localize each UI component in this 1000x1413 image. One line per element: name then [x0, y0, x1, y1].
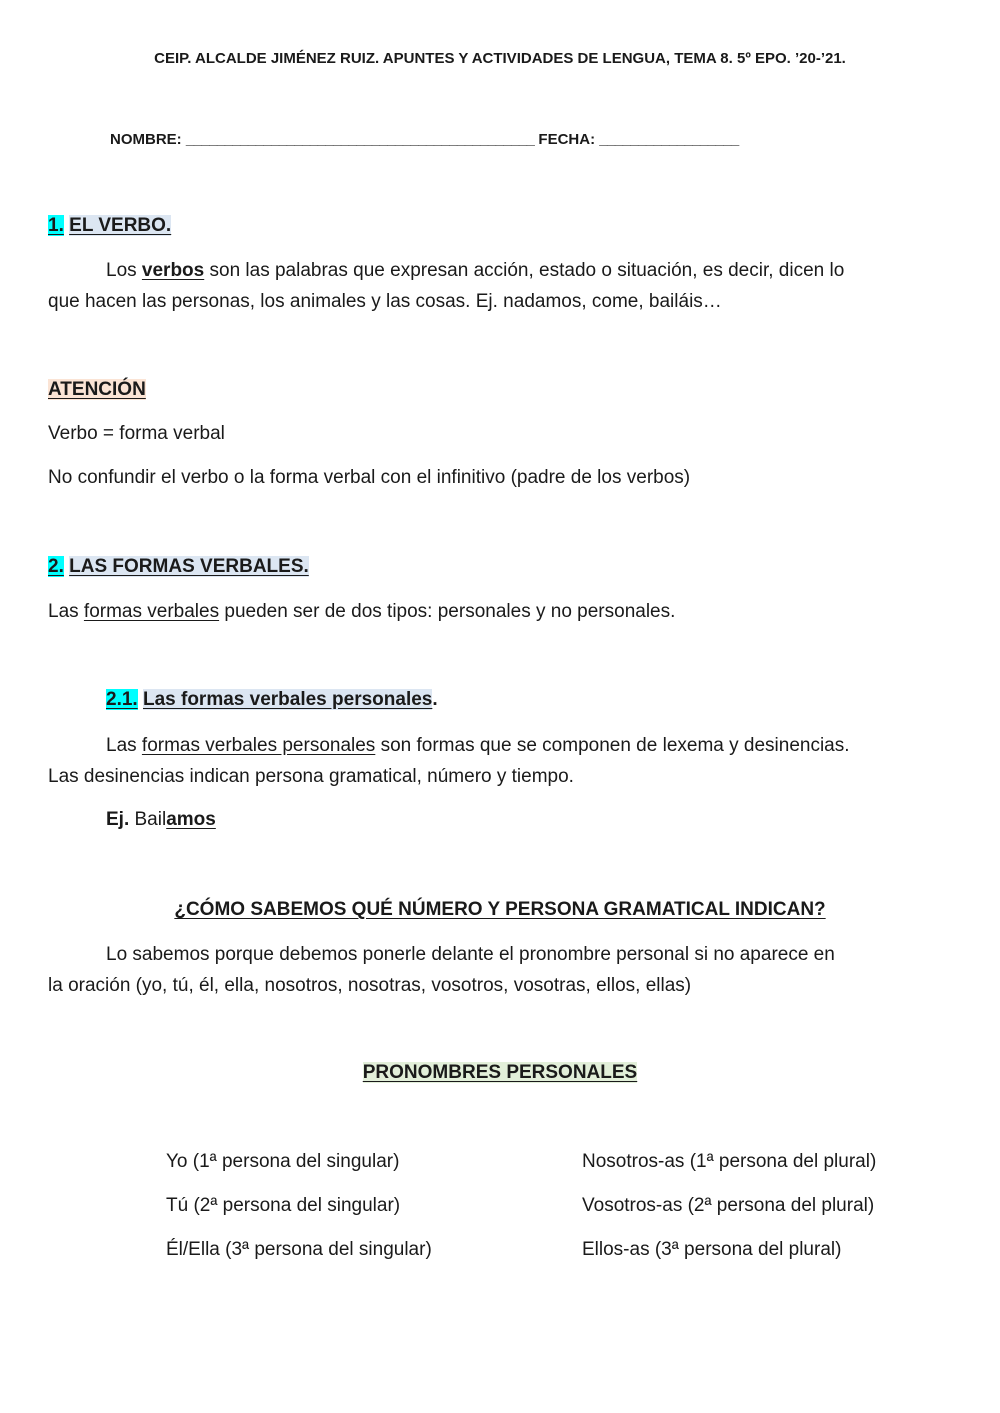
section-1-paragraph: Los verbos son las palabras que expresan acción, estado o situación, es decir, dicen lo que hacen las personas, los animales y las cosas. Ej. nadamos, come, bailáis…	[48, 260, 845, 312]
formas-verbales-keyword: formas verbales	[83, 601, 220, 622]
pronoun-plural-3: Ellos-as (3ª persona del plural)	[582, 1239, 842, 1260]
example-label: Ej.	[106, 809, 130, 830]
nombre-label: NOMBRE:	[110, 131, 182, 148]
pronoun-plural-2: Vosotros-as (2ª persona del plural)	[582, 1195, 875, 1216]
pronoun-singular-3: Él/Ella (3ª persona del singular)	[166, 1239, 432, 1260]
section-1-number: 1.	[48, 215, 64, 236]
section-2-1-heading: 2.1. Las formas verbales personales.	[106, 689, 438, 710]
pronombres-heading: PRONOMBRES PERSONALES	[362, 1062, 638, 1083]
example-line	[106, 809, 216, 831]
document-header: CEIP. ALCALDE JIMÉNEZ RUIZ. APUNTES Y ACTIVIDADES DE LENGUA, TEMA 8. 5º EPO. ’20-’21.	[154, 50, 846, 67]
name-date-line	[110, 131, 739, 148]
section-2-heading	[48, 556, 309, 578]
fecha-blank[interactable]: __________________	[599, 131, 739, 148]
pronoun-singular-1: Yo (1ª persona del singular)	[166, 1151, 400, 1172]
section-1-title: EL VERBO.	[69, 215, 172, 236]
example-ending: amos	[166, 809, 216, 830]
pronoun-singular-2: Tú (2ª persona del singular)	[166, 1195, 401, 1216]
pronoun-plural-1: Nosotros-as (1ª persona del plural)	[582, 1151, 877, 1172]
section-2-number: 2.	[48, 556, 64, 577]
atencion-line-1: Verbo = forma verbal	[48, 423, 225, 444]
question-heading: ¿CÓMO SABEMOS QUÉ NÚMERO Y PERSONA GRAMATICAL INDICAN?	[174, 899, 826, 920]
section-2-1-number: 2.1.	[106, 689, 138, 710]
question-paragraph: Lo sabemos porque debemos ponerle delante el pronombre personal si no aparece en la oración (yo, tú, él, ella, nosotros, nosotras, vosotros, vosotras, ellos, ellas)	[48, 944, 835, 996]
atencion-line-2: No confundir el verbo o la forma verbal con el infinitivo (padre de los verbos)	[48, 467, 691, 488]
section-2-paragraph: Las formas verbales pueden ser de dos tipos: personales y no personales.	[48, 601, 676, 622]
fecha-label: FECHA:	[538, 131, 596, 148]
section-2-1-title: Las formas verbales personales	[142, 689, 433, 710]
formas-verbales-personales-keyword: formas verbales personales	[141, 735, 376, 756]
section-2-1-paragraph: Las formas verbales personales son formas que se componen de lexema y desinencias. Las desinencias indican persona gramatical, número y tiempo.	[48, 735, 850, 787]
section-2-title: LAS FORMAS VERBALES.	[69, 556, 309, 577]
example-stem: Bail	[129, 809, 167, 830]
verbos-keyword: verbos	[141, 260, 205, 281]
atencion-heading: ATENCIÓN	[48, 379, 146, 400]
section-1-heading	[48, 215, 171, 237]
nombre-blank[interactable]: _____________________________________________	[185, 131, 535, 148]
